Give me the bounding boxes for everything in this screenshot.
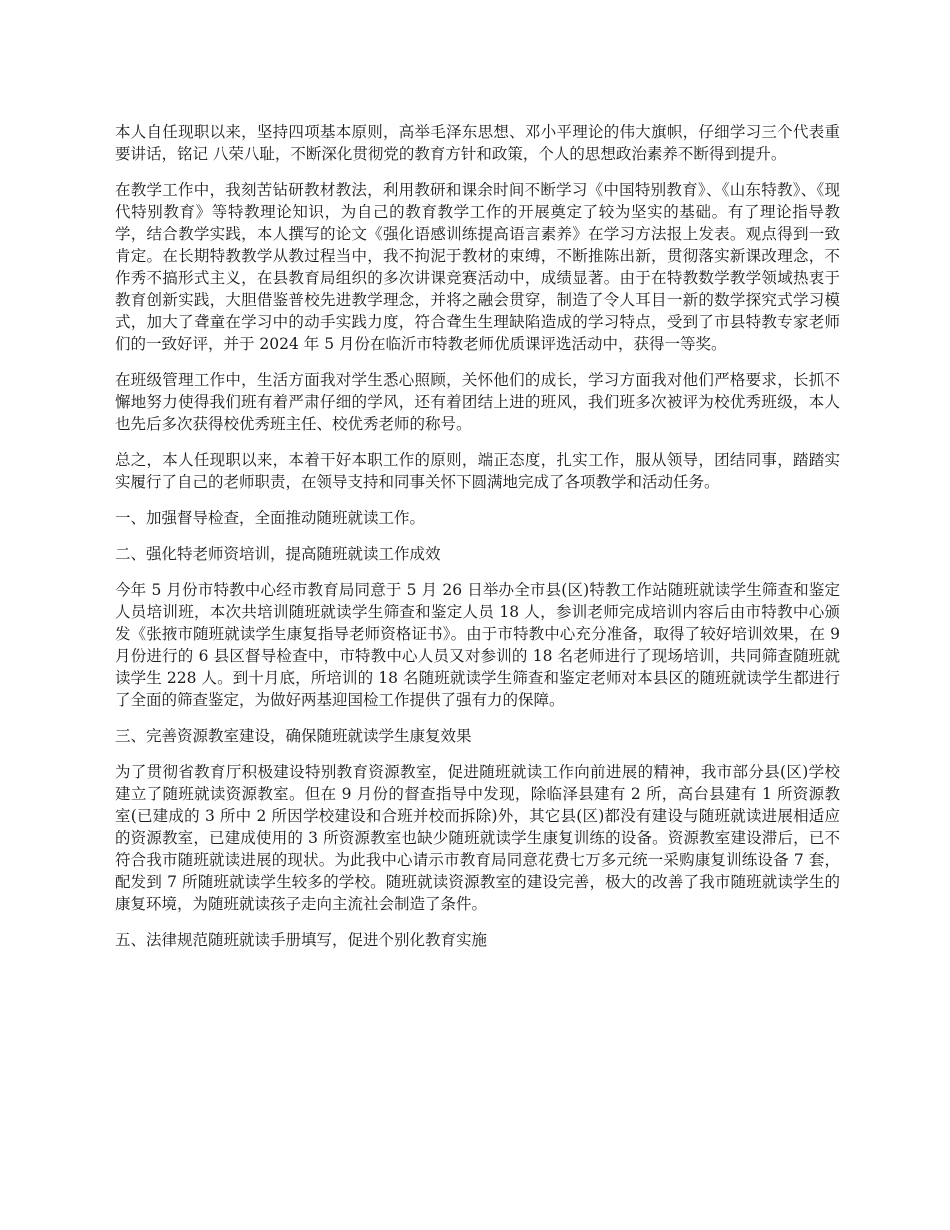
paragraph-class-management: 在班级管理工作中，生活方面我对学生悉心照顾，关怀他们的成长，学习方面我对他们严格要求，长抓不懈地努力使得我们班有着严肃仔细的学风，还有着团结上进的班风，我们班多次被评为校优秀班级，本人也先后多次获得校优秀班主任、校优秀老师的称号。 xyxy=(115,371,840,433)
paragraph-resource-room: 为了贯彻省教育厅积极建设特别教育资源教室，促进随班就读工作向前进展的精神，我市部分县(区)学校建立了随班就读资源教室。但在 9 月份的督查指导中发现，除临泽县建有 2 所，高台县建有 1 所资源教室(已建成的 3 所中 2 所因学校建设和合班并校而拆除)外，其它县(区)都没有建设与随班就读进展相适应的资源教室，已建成使用的 3 所资源教室也缺少随班就读学生康复训练的设备。资源教室建设滞后，已不符合我市随班就读进展的现状。为此我中心请示市教育局同意花费七万多元统一采购康复训练设备 7 套，配发到 7 所随班就读学生较多的学校。随班就读资源教室的建设完善，极大的改善了我市随班就读学生的康复环境，为随班就读孩子走向主流社会制造了条件。 xyxy=(115,763,840,913)
section-heading-1: 一、加强督导检查，全面推动随班就读工作。 xyxy=(115,509,426,527)
document-body xyxy=(115,121,840,965)
paragraph-summary: 总之，本人任现职以来，本着干好本职工作的原则，端正态度，扎实工作，服从领导，团结同事，踏踏实实履行了自己的老师职责，在领导支持和同事关怀下圆满地完成了各项教学和活动任务。 xyxy=(115,451,840,491)
paragraph-training: 今年 5 月份市特教中心经市教育局同意于 5 月 26 日举办全市县(区)特教工作站随班就读学生筛查和鉴定人员培训班，本次共培训随班就读学生筛查和鉴定人员 18 人，参训老师完成培训内容后由市特教中心颁发《张掖市随班就读学生康复指导老师资格证书》。由于市特教中心充分准备，取得了较好培训效果，在 9 月份进行的 6 县区督导检查中，市特教中心人员又对参训的 18 名老师进行了现场培训，共同筛查随班就读学生 228 人。到十月底，所培训的 18 名随班就读学生筛查和鉴定老师对本县区的随班就读学生都进行了全面的筛查鉴定，为做好两基迎国检工作提供了强有力的保障。 xyxy=(115,581,840,709)
paragraph-intro: 本人自任现职以来，坚持四项基本原则，高举毛泽东思想、邓小平理论的伟大旗帜，仔细学习三个代表重要讲话，铭记 八荣八耻，不断深化贯彻党的教育方针和政策，个人的思想政治素养不断得到提升。 xyxy=(115,123,840,163)
section-heading-5: 五、法律规范随班就读手册填写，促进个别化教育实施 xyxy=(115,931,488,949)
section-heading-2: 二、强化特老师资培训，提高随班就读工作成效 xyxy=(115,545,441,563)
section-heading-3: 三、完善资源教室建设，确保随班就读学生康复效果 xyxy=(115,727,472,745)
paragraph-teaching: 在教学工作中，我刻苦钻研教材教法，利用教研和课余时间不断学习《中国特别教育》、《山东特教》、《现代特别教育》等特教理论知识，为自己的教育教学工作的开展奠定了较为坚实的基础。有了理论指导教学，结合教学实践，本人撰写的论文《强化语感训练提高语言素养》在学习方法报上发表。观点得到一致肯定。在长期特教教学从教过程当中，我不拘泥于教材的束缚，不断推陈出新，贯彻落实新课改理念，不作秀不搞形式主义，在县教育局组织的多次讲课竞赛活动中，成绩显著。由于在特教数学教学领域热衷于教育创新实践，大胆借鉴普校先进教学理念，并将之融会贯穿，制造了令人耳目一新的数学探究式学习模式，加大了聋童在学习中的动手实践力度，符合聋生生理缺陷造成的学习特点，受到了市县特教专家老师们的一致好评，并于 2024 年 5 月份在临沂市特教老师优质课评选活动中，获得一等奖。 xyxy=(115,181,840,353)
